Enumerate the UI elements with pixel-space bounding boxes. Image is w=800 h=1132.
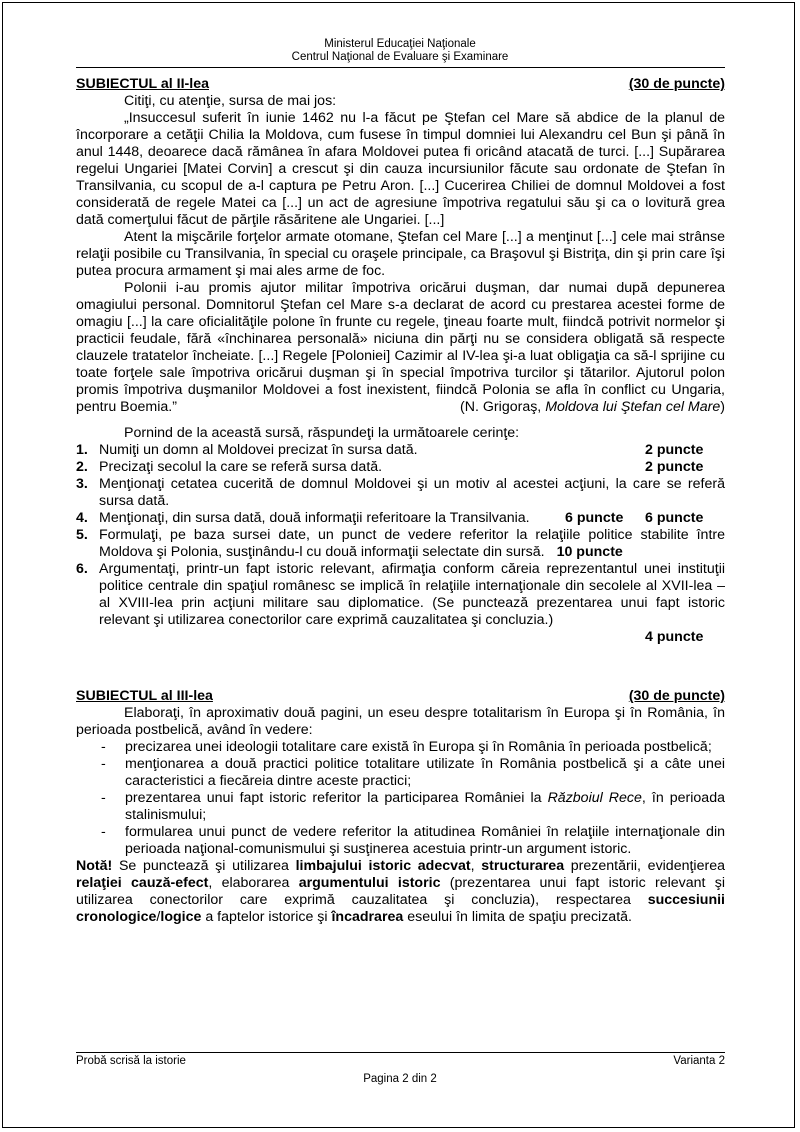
subject-2-intro: Citiţi, cu atenţie, sursa de mai jos: — [124, 93, 337, 109]
page-number: Pagina 2 din 2 — [363, 1073, 437, 1085]
note-text: prezentării, evidenţierea — [564, 858, 725, 874]
question-text: Numiţi un domn al Moldovei precizat în sursa dată. — [99, 442, 418, 458]
question-number: 2. — [76, 459, 88, 475]
note-bold: încadrarea — [331, 909, 404, 925]
requirement-item — [76, 824, 725, 858]
note-bold: limbajului istoric adecvat — [295, 858, 471, 874]
note-bold: relaţiei cauză-efect — [76, 875, 209, 891]
footer-exam-name: Probă scrisă la istorie — [76, 1055, 186, 1067]
note-bold: argumentului istoric — [298, 875, 441, 891]
subject-3-points: (30 de puncte) — [628, 688, 725, 704]
questions-list — [76, 442, 725, 645]
question-item — [76, 442, 725, 459]
subject-3-title-row — [76, 688, 725, 705]
source-citation — [412, 399, 725, 416]
note-text: , elaborarea — [208, 875, 299, 891]
question-text: Menţionaţi cetatea cucerită de domnul Moldovei şi un motiv al acestei acţiuni, la care se referă sursa dată. — [99, 476, 725, 509]
source-paragraph-1: „Insuccesul suferit în iunie 1462 nu l-a făcut pe Ştefan cel Mare să abdice de la planul de încorporare a cetăţii Chilia la Moldova, cum fusese în timpul domniei lui Alexandru cel Bun şi până în anul 1448, deoarece dacă rămânea în afara Moldovei putea fi oricând atacată de turci. [...] Supărarea regelui Ungariei [Matei Corvin] a crescut şi din cauza incursiunilor făcute sau ordonate de Ştefan în Transilvania, cu scopul de a-l captura pe Petru Aron. [...] Cucerirea Chiliei de domnul Moldovei a fost considerată de regele Matei ca [...] un act de agresiune împotriva regatului său şi ca o lovitură grea dată comerţului făcut de părţile răsăritene ale Ungariei. [...] — [76, 110, 725, 228]
page-header — [0, 38, 800, 64]
question-number: 5. — [76, 527, 88, 543]
question-number: 1. — [76, 442, 88, 458]
dash-bullet: - — [101, 739, 106, 755]
question-item — [76, 527, 725, 561]
subject-2 — [76, 76, 725, 646]
note-text: , — [470, 858, 482, 874]
question-item — [76, 561, 725, 645]
dash-bullet: - — [101, 756, 106, 772]
question-points: 4 puncte — [645, 629, 704, 645]
question-points: 2 puncte — [645, 442, 704, 458]
requirement-text: prezentarea unui fapt istoric referitor la participarea României la — [125, 790, 548, 806]
subject-2-points: (30 de puncte) — [628, 76, 725, 92]
subject-2-title-row — [76, 76, 725, 93]
dash-bullet: - — [101, 790, 106, 806]
question-points: 10 puncte — [556, 544, 623, 560]
note-text: (prezentarea unui fapt istoric relevant şi utilizarea conectorilor care exprimă cauzalitatea şi concluzia), respectarea — [76, 875, 725, 908]
evaluation-note — [76, 858, 725, 926]
note-bold: structurarea — [481, 858, 565, 874]
question-points: 6 puncte — [565, 510, 624, 526]
subject-2-title: SUBIECTUL al II-lea — [76, 76, 209, 92]
note-label: Notă! — [76, 858, 113, 874]
note-text: / — [156, 909, 161, 925]
ministry-name: Ministerul Educaţiei Naţionale — [324, 38, 476, 50]
question-number: 6. — [76, 561, 88, 577]
dash-bullet: - — [101, 824, 106, 840]
note-bold: succesiunii cronologice — [76, 892, 725, 925]
question-text: Menţionaţi, din sursa dată, două informaţii referitoare la Transilvania. — [99, 510, 530, 526]
requirement-text: menţionarea a două practici politice totalitare utilizate în România postbelică şi a câte unei caracteristici a fiecăreia dintre aceste practici; — [125, 756, 725, 789]
subject-3-intro: Elaboraţi, în aproximativ două pagini, un eseu despre totalitarism în Europa şi în România, în perioada postbelică, având în vedere: — [76, 705, 725, 738]
requirement-item — [76, 739, 725, 756]
footer-variant: Varianta 2 — [673, 1055, 725, 1067]
source-paragraph-2: Atent la mişcările forţelor armate otomane, Ştefan cel Mare [...] a menţinut [...] cele mai strânse relaţii posibile cu Transilvania, în special cu oraşele principale, ca Braşovul şi Bistriţa, din şi prin care îşi putea procura armament şi mai ales arme de foc. — [76, 229, 725, 279]
requirement-text: formularea unui punct de vedere referitor la atitudinea României în relaţiile internaţionale din perioada naţional-comunismului şi susţinerea acestuia printr-un argument istoric. — [125, 824, 725, 857]
note-bold: logice — [160, 909, 202, 925]
source-title: Moldova lui Ştefan cel Mare — [545, 399, 721, 415]
question-points: 6 puncte — [645, 510, 704, 526]
center-name: Centrul Naţional de Evaluare şi Examinare — [291, 51, 509, 63]
question-number: 4. — [76, 510, 88, 526]
requirement-item — [76, 790, 725, 824]
question-item — [76, 510, 725, 527]
questions-lead: Pornind de la această sursă, răspundeţi la următoarele cerinţe: — [124, 425, 520, 441]
subject-3-title: SUBIECTUL al III-lea — [76, 688, 213, 704]
question-text: Formulaţi, pe baza sursei date, un punct de vedere referitor la relaţiile politice stabilite între Moldova şi Polonia, susţinându-l cu două informaţii selectate din sursă. — [99, 527, 725, 560]
note-text: a faptelor istorice şi — [201, 909, 332, 925]
source-end: ) — [720, 399, 725, 415]
requirement-text: precizarea unei ideologii totalitare care există în Europa şi în România în perioada postbelică; — [125, 739, 712, 755]
requirement-text-end: , în perioada stalinismului; — [125, 790, 725, 823]
source-paragraph-3 — [76, 280, 725, 416]
note-text: eseului în limita de spaţiu precizată. — [403, 909, 632, 925]
requirement-item — [76, 756, 725, 790]
page-footer — [76, 1052, 725, 1067]
essay-requirements — [76, 739, 725, 858]
header-rule — [76, 67, 725, 68]
source-author: (N. Grigoraş, — [460, 399, 546, 415]
source-paragraph-3-text: Polonii i-au promis ajutor militar împotriva oricărui duşman, dar numai după depunerea omagiului personal. Domnitorul Ştefan cel Mare s-a declarat de acord cu prestarea acestei forme de omagiu [...] la care oficialităţile polone în frunte cu regele, ţineau foarte mult, fiindcă potrivit normelor şi practicii feudale, fără «închinarea personală» niciuna din părţi nu se considera obligată să respecte clauzele tratatelor încheiate. [...] Regele [Poloniei] Cazimir al IV-lea şi-a luat obligaţia ca să-l sprijine cu toate forţele sale împotriva oricărui duşman şi în special împotriva turcilor şi tătarilor. Ajutorul polon promis împotriva duşmanilor Moldovei a fost inexistent, fiindcă Polonia se afla în conflict cu Ungaria, pentru Boemia.” — [76, 280, 725, 415]
requirement-italic: Războiul Rece — [547, 790, 642, 806]
question-text: Precizaţi secolul la care se referă sursa dată. — [99, 459, 383, 475]
subject-3 — [76, 688, 725, 926]
question-points: 2 puncte — [645, 459, 704, 475]
question-number: 3. — [76, 476, 88, 492]
question-item — [76, 459, 725, 476]
question-text: Argumentaţi, printr-un fapt istoric relevant, afirmaţia conform căreia reprezentantul unei instituţii politice centrale din spaţiul românesc se implică în relaţiile internaţionale din secolele al XVII-lea – al XVIII-lea prin acţiuni militare sau diplomatice. (Se punctează prezentarea unui fapt istoric relevant şi utilizarea conectorilor care exprimă cauzalitatea şi concluzia.) — [99, 561, 725, 628]
note-text: Se punctează şi utilizarea — [112, 858, 296, 874]
